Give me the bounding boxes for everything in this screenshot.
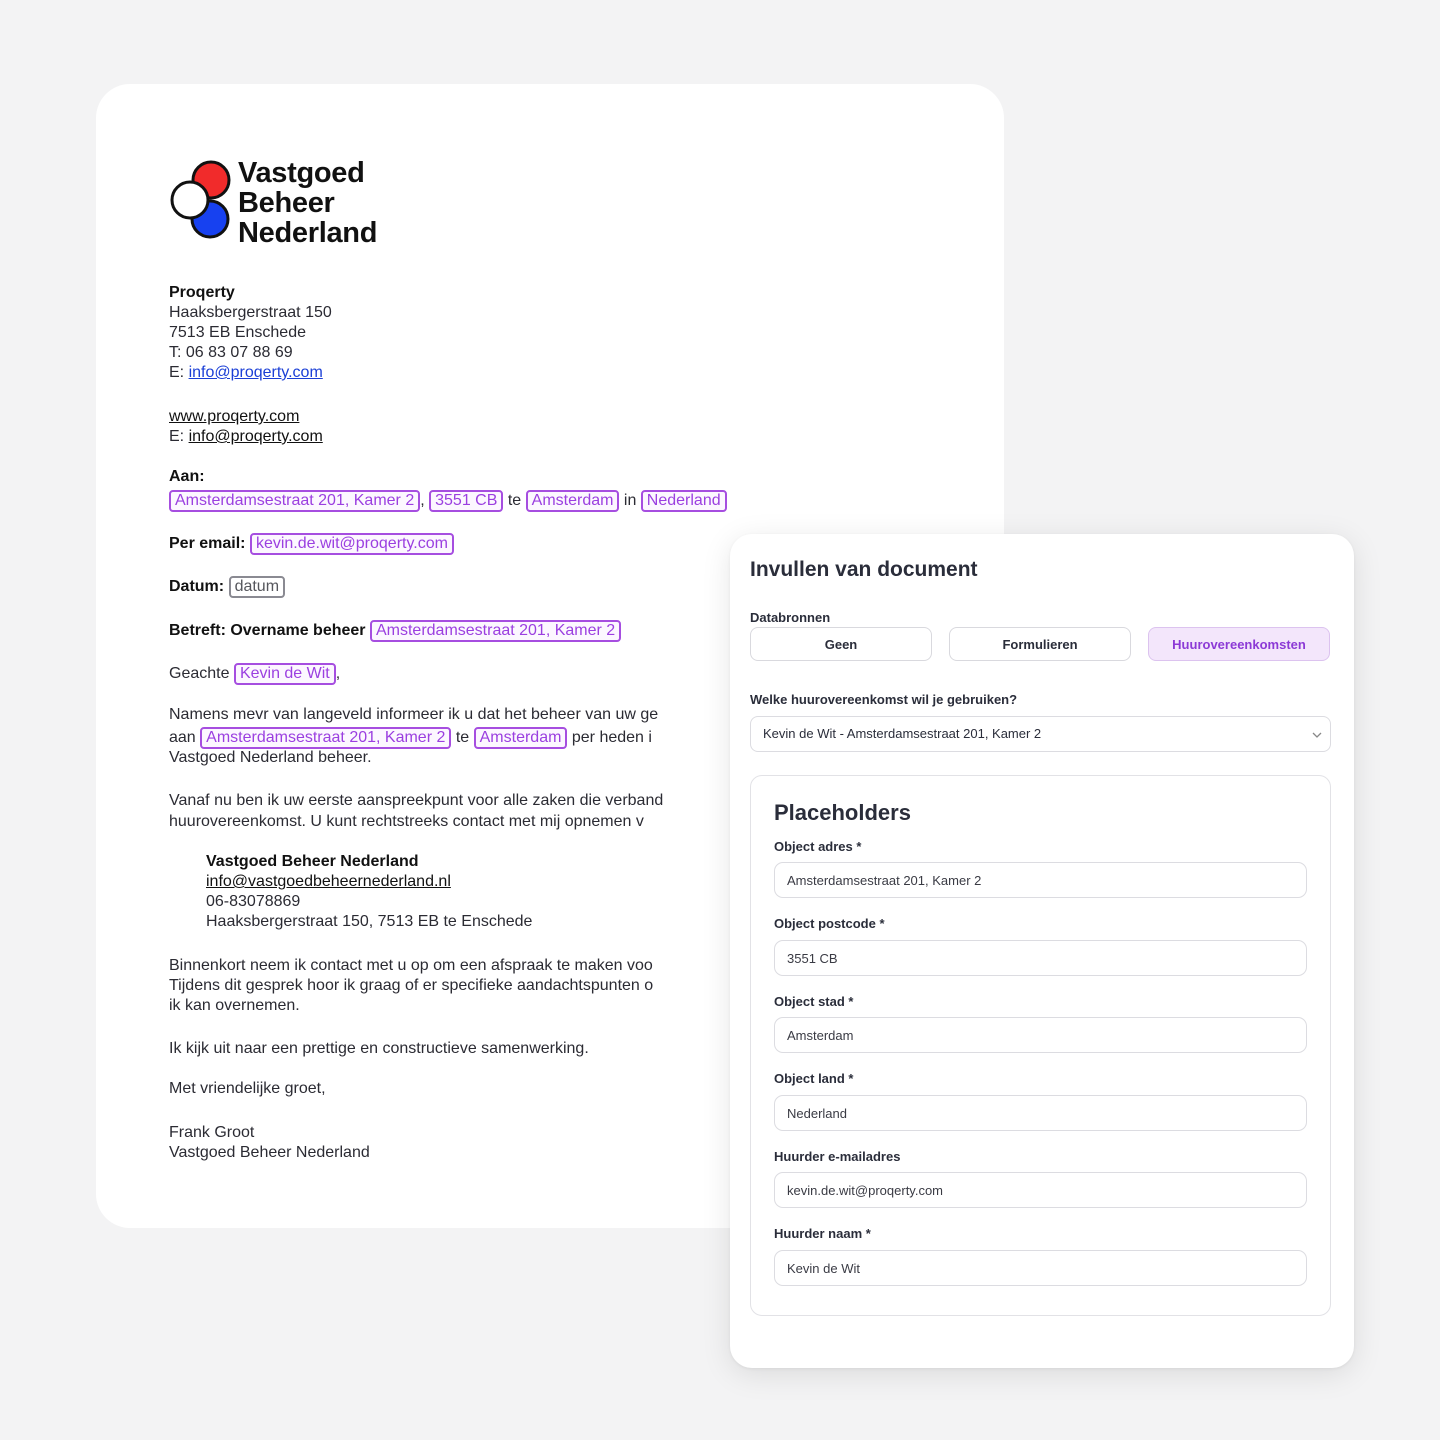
contact-phone: 06-83078869 — [206, 893, 301, 910]
date-line: Datum: datum — [169, 576, 285, 598]
sender-email-link[interactable]: info@proqerty.com — [188, 364, 323, 381]
field-label-object-country: Object land * — [774, 1071, 854, 1086]
placeholder-tenant-name[interactable]: Kevin de Wit — [234, 663, 336, 685]
sender-phone: T: 06 83 07 88 69 — [169, 344, 293, 361]
paragraph-4: Ik kijk uit naar een prettige en constructieve samenwerking. — [169, 1040, 589, 1057]
datasources-label: Databronnen — [750, 610, 831, 625]
chevron-down-icon — [1312, 730, 1322, 740]
placeholder-tenant-email[interactable]: kevin.de.wit@proqerty.com — [250, 533, 454, 555]
fill-document-panel — [730, 534, 1354, 1368]
placeholders-title: Placeholders — [774, 800, 911, 825]
salutation: Geachte Kevin de Wit , — [169, 663, 340, 685]
sender-name: Proqerty — [169, 284, 235, 301]
contact-email-link[interactable]: info@vastgoedbeheernederland.nl — [206, 873, 451, 890]
paragraph-1-line-2: aan Amsterdamsestraat 201, Kamer 2 te Amsterdam per heden i — [169, 727, 652, 749]
placeholder-subject-address[interactable]: Amsterdamsestraat 201, Kamer 2 — [370, 620, 621, 642]
company-logo — [168, 158, 408, 250]
signature-company: Vastgoed Beheer Nederland — [169, 1144, 370, 1161]
placeholder-date[interactable]: datum — [229, 576, 285, 598]
tenant-email-input[interactable] — [774, 1172, 1307, 1208]
object-city-input[interactable] — [774, 1017, 1307, 1053]
field-label-tenant-name: Huurder naam * — [774, 1226, 871, 1241]
paragraph-3-line-1: Binnenkort neem ik contact met u op om een afspraak te maken voo — [169, 957, 653, 974]
sender-website-line — [169, 408, 299, 426]
closing: Met vriendelijke groet, — [169, 1080, 326, 1097]
tenant-name-input[interactable] — [774, 1250, 1307, 1286]
sender-email2-link[interactable]: info@proqerty.com — [188, 428, 323, 445]
contact-name: Vastgoed Beheer Nederland — [206, 853, 419, 870]
email-line: Per email: kevin.de.wit@proqerty.com — [169, 533, 454, 555]
paragraph-2-line-2: huurovereenkomst. U kunt rechtstreeks contact met mij opnemen v — [169, 813, 644, 830]
subject-line: Betreft: Overname beheer Amsterdamsestraat 201, Kamer 2 — [169, 620, 621, 642]
placeholder-para-address[interactable]: Amsterdamsestraat 201, Kamer 2 — [200, 727, 451, 749]
datasource-forms-button[interactable]: Formulieren — [949, 627, 1131, 661]
website-link[interactable]: www.proqerty.com — [169, 408, 300, 425]
recipient-line: Amsterdamsestraat 201, Kamer 2 , 3551 CB te Amsterdam in Nederland — [169, 490, 727, 512]
paragraph-2-line-1: Vanaf nu ben ik uw eerste aanspreekpunt voor alle zaken die verband — [169, 792, 664, 809]
datasource-agreements-button[interactable]: Huurovereenkomsten — [1148, 627, 1330, 661]
paragraph-1-line-1: Namens mevr van langeveld informeer ik u dat het beheer van uw ge — [169, 706, 659, 723]
panel-title: Invullen van document — [750, 558, 978, 581]
agreement-question: Welke huurovereenkomst wil je gebruiken? — [750, 692, 1018, 707]
field-label-object-postcode: Object postcode * — [774, 916, 885, 931]
placeholder-object-country[interactable]: Nederland — [641, 490, 727, 512]
logo-wordmark: Vastgoed Beheer Nederland — [238, 157, 378, 249]
paragraph-3-line-2: Tijdens dit gesprek hoor ik graag of er specifieke aandachtspunten o — [169, 977, 654, 994]
paragraph-1-line-3: Vastgoed Nederland beheer. — [169, 749, 372, 766]
placeholder-object-postcode[interactable]: 3551 CB — [429, 490, 503, 512]
object-postcode-input[interactable] — [774, 940, 1307, 976]
sender-street: Haaksbergerstraat 150 — [169, 304, 332, 321]
field-label-object-address: Object adres * — [774, 839, 862, 854]
logo-circles-icon — [168, 158, 234, 250]
signature-name: Frank Groot — [169, 1124, 255, 1141]
contact-address: Haaksbergerstraat 150, 7513 EB te Enschede — [206, 913, 533, 930]
field-label-object-city: Object stad * — [774, 994, 854, 1009]
field-label-tenant-email: Huurder e-mailadres — [774, 1149, 901, 1164]
sender-postcode-city: 7513 EB Enschede — [169, 324, 306, 341]
sender-email-line: E: info@proqerty.com — [169, 364, 323, 381]
paragraph-3-line-3: ik kan overnemen. — [169, 997, 300, 1014]
datasource-none-button[interactable]: Geen — [750, 627, 932, 661]
placeholder-object-address[interactable]: Amsterdamsestraat 201, Kamer 2 — [169, 490, 420, 512]
agreement-select-value: Kevin de Wit - Amsterdamsestraat 201, Kamer 2 — [763, 726, 1042, 741]
placeholder-para-city[interactable]: Amsterdam — [474, 727, 568, 749]
sender-email2-line: E: info@proqerty.com — [169, 428, 323, 445]
object-country-input[interactable] — [774, 1095, 1307, 1131]
placeholders-card — [750, 775, 1331, 1316]
recipient-label: Aan: — [169, 468, 205, 485]
agreement-select[interactable] — [750, 716, 1331, 752]
object-address-input[interactable] — [774, 862, 1307, 898]
placeholder-object-city[interactable]: Amsterdam — [526, 490, 620, 512]
